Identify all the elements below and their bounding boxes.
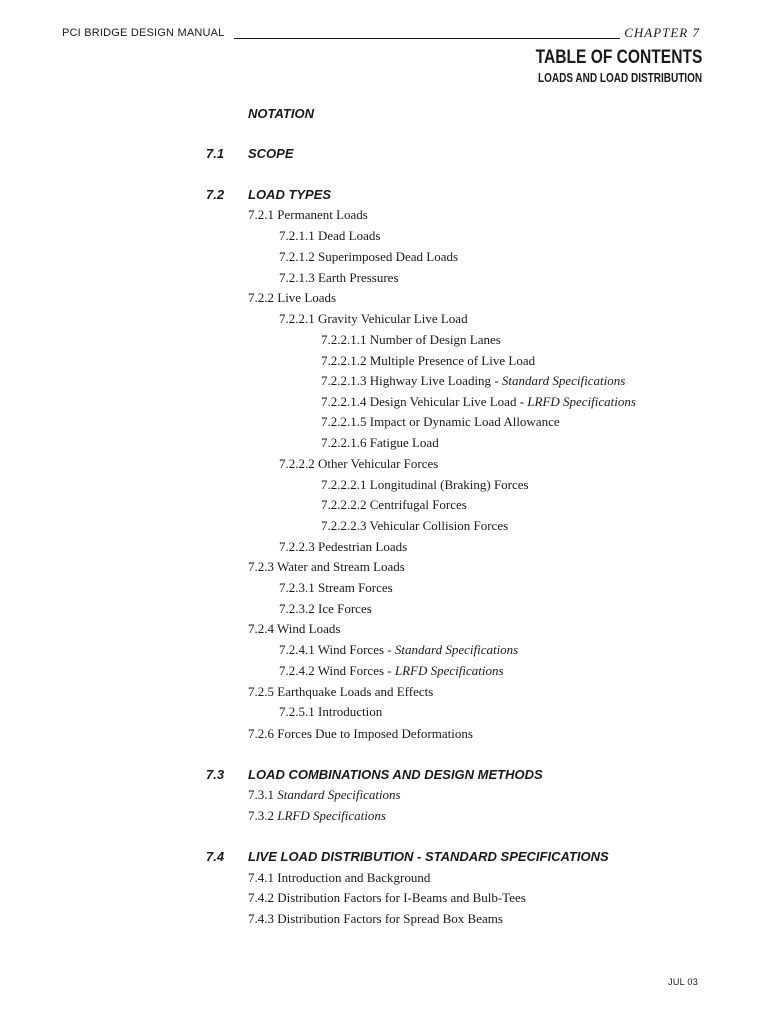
entry-text: 7.3.2 — [248, 808, 278, 823]
entry-text: 7.2.2.1.2 Multiple Presence of Live Load — [321, 353, 536, 368]
toc-entry[interactable] — [321, 414, 560, 430]
entry-text: 7.2.1.2 Superimposed Dead Loads — [279, 249, 459, 264]
entry-text: 7.2.2.2.2 Centrifugal Forces — [321, 497, 467, 512]
entry-text: 7.2.2.2.1 Longitudinal (Braking) Forces — [321, 477, 529, 492]
entry-text: 7.2.2.3 Pedestrian Loads — [279, 539, 408, 554]
toc-entry[interactable] — [321, 435, 439, 451]
entry-text: 7.2.2.1 Gravity Vehicular Live Load — [279, 311, 468, 326]
toc-entry[interactable] — [279, 580, 393, 596]
section-title: LOAD COMBINATIONS AND DESIGN METHODS — [248, 767, 543, 782]
toc-entry[interactable] — [321, 332, 501, 348]
entry-text: 7.2.3.1 Stream Forces — [279, 580, 393, 595]
entry-italic-text: LRFD Specifications — [527, 394, 636, 409]
entry-text: 7.2.1.3 Earth Pressures — [279, 270, 399, 285]
entry-text: 7.2.2.1.5 Impact or Dynamic Load Allowance — [321, 414, 560, 429]
toc-entry[interactable] — [279, 270, 399, 286]
entry-text: 7.2.2.1.3 Highway Live Loading - — [321, 373, 502, 388]
toc-entry[interactable] — [248, 870, 430, 886]
toc-entry[interactable] — [248, 787, 401, 803]
entry-text: 7.2.2.2 Other Vehicular Forces — [279, 456, 439, 471]
entry-text: 7.2.4 Wind Loads — [248, 621, 341, 636]
entry-italic-text: Standard Specifications — [394, 642, 519, 657]
section-title: LOAD TYPES — [248, 187, 332, 202]
toc-entry[interactable] — [279, 601, 372, 617]
toc-entry[interactable] — [248, 559, 405, 575]
entry-text: 7.2.2 Live Loads — [248, 290, 337, 305]
entry-text: 7.4.1 Introduction and Background — [248, 870, 431, 885]
toc-title: TABLE OF CONTENTS — [535, 47, 702, 68]
toc-entry[interactable] — [321, 373, 625, 389]
entry-text: 7.2.5.1 Introduction — [279, 704, 383, 719]
toc-entry[interactable] — [279, 663, 504, 679]
toc-entry[interactable] — [279, 704, 382, 720]
footer-date: JUL 03 — [668, 977, 698, 987]
entry-text: 7.3.1 — [248, 787, 278, 802]
toc-entry[interactable] — [321, 477, 529, 493]
entry-italic-text: Standard Specifications — [501, 373, 626, 388]
toc-entry[interactable] — [279, 539, 407, 555]
entry-text: 7.2.3 Water and Stream Loads — [248, 559, 405, 574]
header-rule — [234, 38, 620, 39]
page-header — [62, 26, 702, 42]
toc-entry[interactable] — [279, 311, 468, 327]
toc-entry[interactable] — [279, 228, 380, 244]
entry-text: 7.4.3 Distribution Factors for Spread Box Beams — [248, 911, 503, 926]
toc-entry[interactable] — [248, 890, 526, 906]
toc-entry[interactable] — [248, 726, 473, 742]
entry-text: 7.2.1 Permanent Loads — [248, 207, 368, 222]
entry-italic-text: LRFD Specifications — [394, 663, 504, 678]
section-number: 7.4 — [206, 849, 225, 864]
toc-entry[interactable] — [248, 684, 433, 700]
section-title: SCOPE — [248, 146, 294, 161]
toc-entry[interactable] — [321, 394, 636, 410]
entry-text: 7.2.4.1 Wind Forces - — [279, 642, 395, 657]
toc-entry[interactable] — [248, 290, 336, 306]
entry-text: 7.2.1.1 Dead Loads — [279, 228, 381, 243]
toc-entry[interactable] — [248, 621, 340, 637]
entry-text: 7.2.2.2.3 Vehicular Collision Forces — [321, 518, 509, 533]
chapter-label: CHAPTER 7 — [624, 25, 700, 40]
toc-entry[interactable] — [321, 518, 508, 534]
entry-text: 7.2.6 Forces Due to Imposed Deformations — [248, 726, 473, 741]
entry-text: 7.2.2.1.6 Fatigue Load — [321, 435, 439, 450]
entry-text: 7.2.4.2 Wind Forces - — [279, 663, 395, 678]
section-number: 7.1 — [206, 146, 225, 161]
entry-text: 7.4.2 Distribution Factors for I-Beams and Bulb-Tees — [248, 890, 526, 905]
toc-entry[interactable] — [248, 911, 503, 927]
entry-text: 7.2.3.2 Ice Forces — [279, 601, 372, 616]
entry-text: 7.2.2.1.4 Design Vehicular Live Load - — [321, 394, 528, 409]
entry-italic-text: LRFD Specifications — [277, 808, 386, 823]
toc-entry[interactable] — [321, 353, 535, 369]
section-number: 7.3 — [206, 767, 225, 782]
toc-subtitle: LOADS AND LOAD DISTRIBUTION — [537, 71, 702, 85]
entry-text: 7.2.5 Earthquake Loads and Effects — [248, 684, 434, 699]
toc-entry[interactable] — [279, 642, 518, 658]
toc-entry[interactable] — [279, 249, 458, 265]
toc-entry[interactable] — [248, 808, 386, 824]
toc-entry[interactable] — [248, 207, 368, 223]
toc-entry[interactable] — [279, 456, 438, 472]
section-title: LIVE LOAD DISTRIBUTION - STANDARD SPECIFICATIONS — [248, 849, 609, 864]
entry-italic-text: Standard Specifications — [277, 787, 401, 802]
section-number: 7.2 — [206, 187, 225, 202]
section-title: NOTATION — [248, 106, 314, 121]
toc-entry[interactable] — [321, 497, 467, 513]
entry-text: 7.2.2.1.1 Number of Design Lanes — [321, 332, 501, 347]
manual-title: PCI BRIDGE DESIGN MANUAL — [62, 27, 225, 39]
